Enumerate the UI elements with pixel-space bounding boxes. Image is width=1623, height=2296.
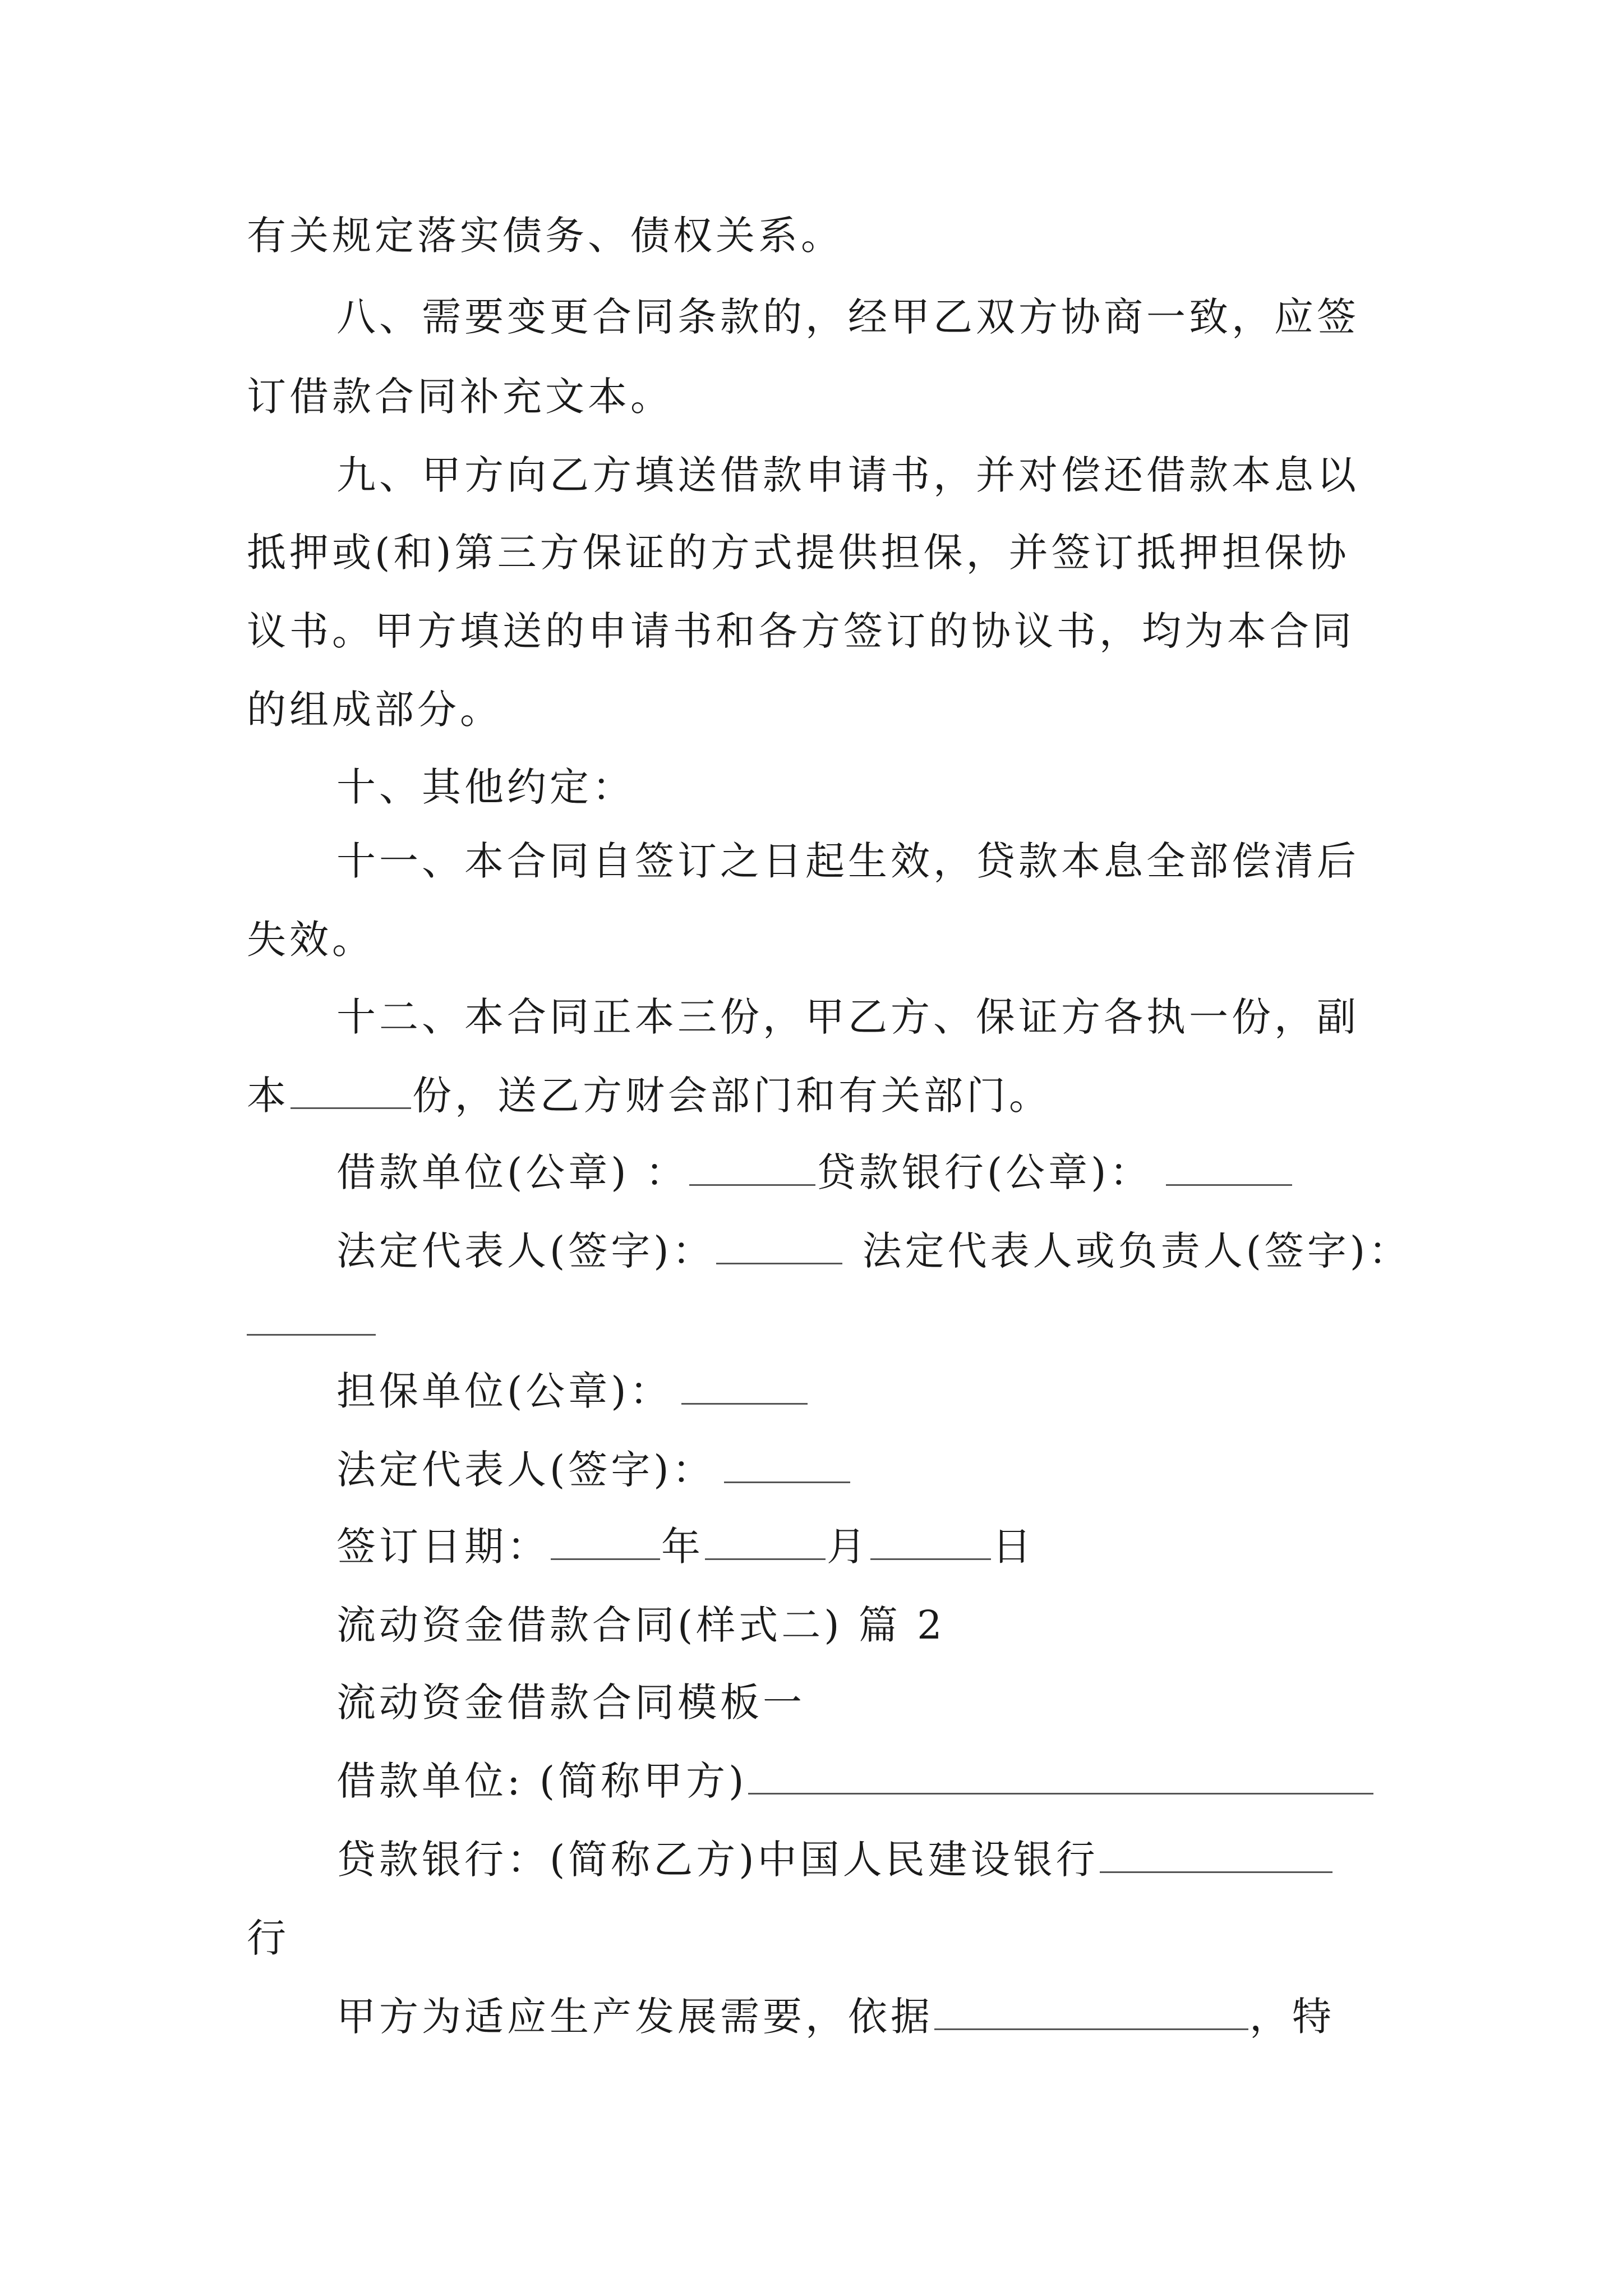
text-fragment: 甲方为适应生产发展需要，依据 [336,1994,933,2040]
guarantor-seal-line [336,1368,809,1414]
borrower-line [336,1758,1375,1804]
section-heading: 流动资金借款合同(样式二) 篇 2 [336,1602,946,1648]
sign-date-line [336,1524,1035,1570]
paragraph-line: 的组成部分。 [247,687,502,733]
sign-date-label: 签订日期： [336,1524,550,1570]
day-label: 日 [992,1524,1035,1570]
year-blank [551,1527,660,1560]
borrower-rep-blank [716,1231,842,1264]
paragraph-line [336,1994,1335,2040]
bank-seal-label: 贷款银行(公章)： [816,1149,1152,1195]
lender-blank [1100,1840,1332,1873]
template-title: 流动资金借款合同模板一 [336,1680,805,1726]
paragraph-line: 失效。 [247,917,375,963]
guarantor-rep-line [336,1447,851,1493]
guarantor-seal-blank [681,1372,808,1405]
signature-line-borrower-bank [336,1149,1293,1195]
paragraph-line: 行 [247,1915,289,1961]
clause-9: 九、甲方向乙方填送借款申请书，并对偿还借款本息以 [336,452,1359,498]
bank-seal-blank [1166,1153,1292,1186]
clause-11: 十一、本合同自签订之日起生效，贷款本息全部偿清后 [336,838,1359,884]
text-fragment: ，特 [1249,1994,1335,2040]
text-fragment: 份，送乙方财会部门和有关部门。 [412,1073,1052,1119]
borrower-seal-blank [689,1153,815,1186]
guarantor-seal-label: 担保单位(公章)： [336,1368,672,1414]
paragraph-line [247,1073,1052,1119]
copies-blank [291,1076,411,1109]
paragraph-line: 订借款合同补充文本。 [247,374,673,420]
bank-rep-label: 法定代表人或负责人(签字)： [862,1228,1412,1274]
bank-rep-blank [247,1334,376,1336]
borrower-blank [748,1761,1373,1795]
borrower-label: 借款单位: (简称甲方) [336,1758,748,1804]
text-fragment: 本 [247,1073,289,1119]
lender-line [336,1837,1334,1883]
month-label: 月 [827,1524,869,1570]
guarantor-rep-blank [724,1450,850,1483]
guarantor-rep-label: 法定代表人(签字)： [336,1447,715,1493]
clause-10: 十、其他约定： [336,764,635,810]
lender-label: 贷款银行：(简称乙方)中国人民建设银行 [336,1837,1099,1883]
clause-12: 十二、本合同正本三份，甲乙方、保证方各执一份，副 [336,994,1359,1040]
paragraph-line: 有关规定落实债务、债权关系。 [247,213,843,259]
day-blank [870,1527,991,1560]
signature-line-representatives [336,1228,1412,1274]
month-blank [705,1527,826,1560]
basis-blank [934,1997,1248,2030]
paragraph-line: 议书。甲方填送的申请书和各方签订的协议书，均为本合同 [247,608,1355,654]
paragraph-line: 抵押或(和)第三方保证的方式提供担保，并签订抵押担保协 [247,530,1350,576]
year-label: 年 [661,1524,704,1570]
clause-8: 八、需要变更合同条款的，经甲乙双方协商一致，应签 [336,294,1359,340]
borrower-seal-label: 借款单位(公章) ： [336,1149,688,1195]
borrower-rep-label: 法定代表人(签字)： [336,1228,715,1274]
